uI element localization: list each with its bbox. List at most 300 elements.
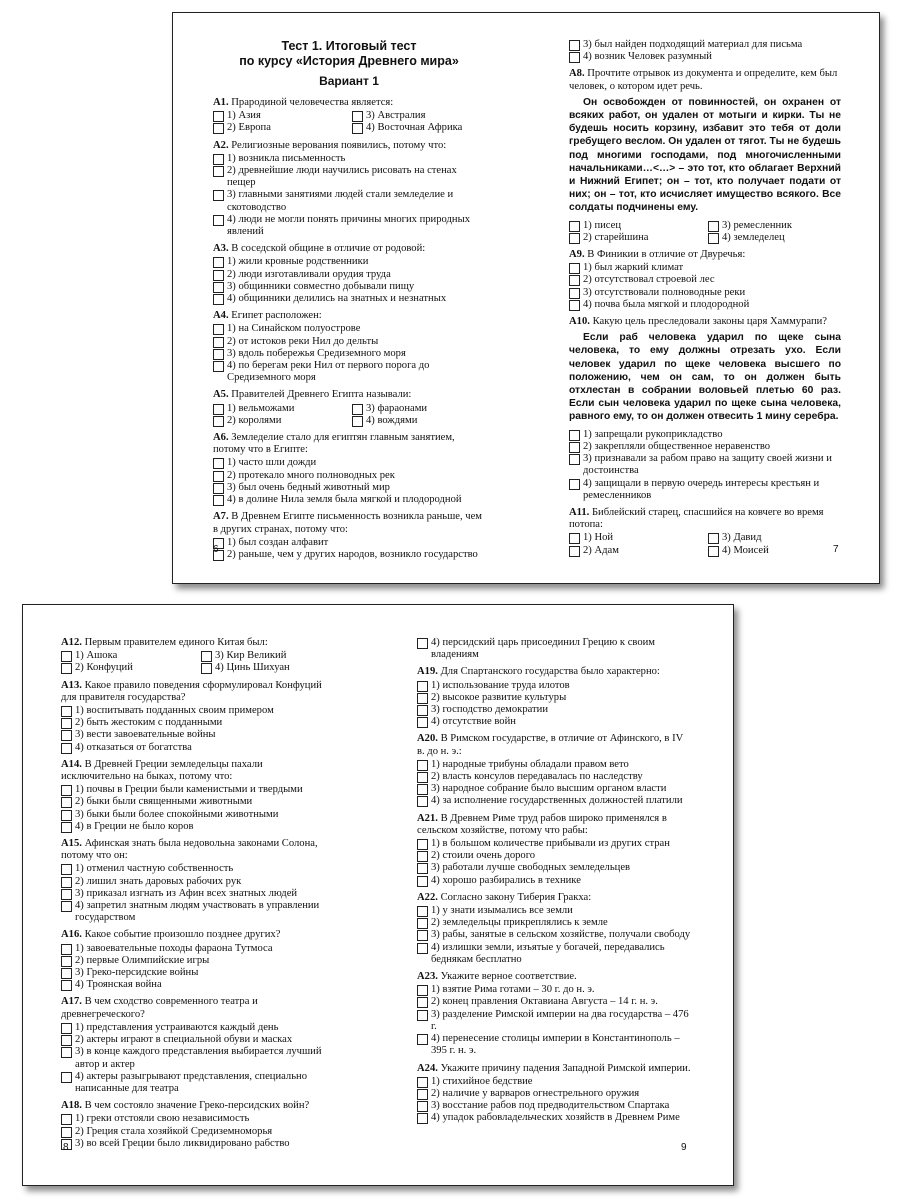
answer-option-text: 1) почвы в Греции были каменистыми и твердыми xyxy=(75,784,303,796)
question-number: А16. xyxy=(61,929,82,941)
answer-options xyxy=(569,262,841,311)
answer-checkbox[interactable] xyxy=(417,985,428,996)
answer-checkbox[interactable] xyxy=(417,1034,428,1045)
answer-options xyxy=(569,429,841,502)
answer-option[interactable] xyxy=(569,287,841,299)
answer-option-text: 2) протекало много полноводных рек xyxy=(227,469,395,481)
answer-option-text: 3) отсутствовали полноводные реки xyxy=(583,286,746,298)
answer-checkbox[interactable] xyxy=(213,324,224,335)
question-text: В Древней Греции земледельцы пахали исключительно на быках, потому что: xyxy=(61,758,263,783)
answer-option[interactable] xyxy=(61,955,335,967)
answer-option-text: 3) господство демократии xyxy=(431,704,549,716)
question-number: А1. xyxy=(213,97,229,108)
answer-option[interactable] xyxy=(417,875,693,887)
answer-option-text: 1) стихийное бедствие xyxy=(431,1075,533,1087)
answer-option-text: 2) стоили очень дорого xyxy=(431,850,536,862)
answer-checkbox[interactable] xyxy=(61,718,72,729)
answer-checkbox[interactable] xyxy=(569,546,580,557)
answer-option[interactable] xyxy=(417,759,693,771)
question-text: Прародиной человечества является: xyxy=(231,97,394,108)
answer-option-text: 2) высокое развитие культуры xyxy=(431,691,567,703)
answer-option[interactable] xyxy=(213,122,346,134)
answer-option[interactable] xyxy=(213,214,485,238)
question-a17 xyxy=(61,996,335,1095)
answer-checkbox[interactable] xyxy=(213,404,224,415)
answer-checkbox[interactable] xyxy=(417,693,428,704)
answer-option[interactable] xyxy=(417,862,693,874)
question-a24 xyxy=(417,1063,693,1125)
answer-option-text: 2) от истоков реки Нил до дельты xyxy=(227,335,379,347)
answer-option-text: 3) восстание рабов под предводительством Спартака xyxy=(431,1100,670,1112)
answer-option[interactable] xyxy=(569,220,702,232)
question-text: Какое событие произошло позднее других? xyxy=(84,929,281,941)
answer-option[interactable] xyxy=(417,692,693,704)
answer-option[interactable] xyxy=(417,637,693,661)
answer-checkbox[interactable] xyxy=(61,889,72,900)
answer-checkbox[interactable] xyxy=(213,294,224,305)
answer-checkbox[interactable] xyxy=(213,349,224,360)
answer-checkbox[interactable] xyxy=(213,471,224,482)
answer-option[interactable] xyxy=(417,996,693,1008)
answer-option-text: 3) в конце каждого представления выбирается лучший автор и актер xyxy=(75,1046,322,1070)
answer-checkbox[interactable] xyxy=(417,930,428,941)
answer-option[interactable] xyxy=(61,784,335,796)
answer-option[interactable] xyxy=(61,863,335,875)
answer-option[interactable] xyxy=(417,1033,693,1057)
answer-option[interactable] xyxy=(61,717,335,729)
question-number: А5. xyxy=(213,389,229,401)
answer-checkbox[interactable] xyxy=(417,796,428,807)
answer-option-text: 1) был жаркий климат xyxy=(583,262,684,274)
answer-checkbox[interactable] xyxy=(352,404,363,415)
answer-checkbox[interactable] xyxy=(61,1114,72,1125)
answer-checkbox[interactable] xyxy=(417,943,428,954)
answer-checkbox[interactable] xyxy=(352,111,363,122)
answer-option[interactable] xyxy=(61,1034,335,1046)
answer-checkbox[interactable] xyxy=(417,1101,428,1112)
answer-option-text: 3) был найден подходящий материал для письма xyxy=(583,39,803,50)
answer-option[interactable] xyxy=(213,336,485,348)
answer-options xyxy=(61,705,335,754)
answer-option-text: 2) старейшина xyxy=(583,231,649,243)
answer-option-text: 4) почва была мягкой и плодородной xyxy=(583,298,750,310)
answer-option[interactable] xyxy=(213,470,485,482)
answer-option[interactable] xyxy=(569,274,841,286)
test-title xyxy=(213,39,485,89)
question-a20 xyxy=(417,733,693,807)
answer-option[interactable] xyxy=(352,122,485,134)
answer-checkbox[interactable] xyxy=(61,651,72,662)
question-text: Для Спартанского государства было характерно: xyxy=(440,666,660,678)
question-text: В чем сходство современного театра и древнегреческого? xyxy=(61,996,258,1020)
answer-option[interactable] xyxy=(213,415,346,427)
answer-checkbox[interactable] xyxy=(417,839,428,850)
answer-option-text: 4) Троянская война xyxy=(75,979,162,991)
answer-checkbox[interactable] xyxy=(61,743,72,754)
answer-option[interactable] xyxy=(61,1126,335,1138)
answer-option[interactable] xyxy=(213,537,485,549)
answer-checkbox[interactable] xyxy=(213,361,224,372)
answer-option[interactable] xyxy=(213,360,485,384)
answer-option[interactable] xyxy=(417,716,693,728)
answer-option[interactable] xyxy=(569,232,702,244)
answer-option[interactable] xyxy=(569,532,702,544)
page-number-7: 7 xyxy=(833,544,839,555)
answer-checkbox[interactable] xyxy=(61,864,72,875)
answer-option-text: 4) персидский царь присоединил Грецию к своим владениям xyxy=(431,637,655,661)
answer-option[interactable] xyxy=(352,403,485,415)
answer-checkbox[interactable] xyxy=(61,1035,72,1046)
answer-option[interactable] xyxy=(61,821,335,833)
page-7-continued-options xyxy=(569,39,841,63)
answer-checkbox[interactable] xyxy=(569,430,580,441)
question-a5 xyxy=(213,389,485,427)
answer-options xyxy=(417,838,693,887)
answer-checkbox[interactable] xyxy=(61,968,72,979)
answer-option[interactable] xyxy=(213,165,485,189)
answer-option[interactable] xyxy=(213,110,346,122)
answer-option[interactable] xyxy=(569,478,841,502)
answer-checkbox[interactable] xyxy=(569,454,580,465)
answer-checkbox[interactable] xyxy=(61,797,72,808)
answer-option[interactable] xyxy=(708,232,841,244)
answer-option[interactable] xyxy=(61,705,335,717)
answer-option-text: 2) конец правления Октавиана Августа – 14 г. н. э. xyxy=(431,996,658,1008)
answer-option[interactable] xyxy=(213,323,485,335)
answer-option[interactable] xyxy=(61,1138,335,1150)
answer-option-text: 3) признавали за рабом право на защиту своей жизни и достоинства xyxy=(583,453,832,477)
answer-checkbox[interactable] xyxy=(417,784,428,795)
answer-option-text: 1) завоевательные походы фараона Тутмоса xyxy=(75,942,273,954)
answer-checkbox[interactable] xyxy=(708,221,719,232)
answer-option[interactable] xyxy=(417,771,693,783)
answer-checkbox[interactable] xyxy=(213,257,224,268)
answer-option-text: 4) по берегам реки Нил от первого порога до Средиземного моря xyxy=(227,360,430,384)
answer-option[interactable] xyxy=(417,984,693,996)
question-text: Прочтите отрывок из документа и определите, кем был человек, о котором идет речь. xyxy=(569,68,838,92)
answer-option[interactable] xyxy=(417,942,693,966)
answer-checkbox[interactable] xyxy=(569,300,580,311)
answer-checkbox[interactable] xyxy=(213,282,224,293)
answer-option[interactable] xyxy=(61,809,335,821)
answer-option[interactable] xyxy=(708,532,841,544)
answer-option[interactable] xyxy=(61,1022,335,1034)
answer-checkbox[interactable] xyxy=(417,918,428,929)
answer-checkbox[interactable] xyxy=(213,190,224,201)
answer-option-text: 4) возник Человек разумный xyxy=(583,51,712,63)
answer-checkbox[interactable] xyxy=(61,956,72,967)
answer-checkbox[interactable] xyxy=(569,52,580,63)
answer-option[interactable] xyxy=(417,1112,693,1124)
answer-option[interactable] xyxy=(61,900,335,924)
answer-option[interactable] xyxy=(61,1046,335,1070)
answer-option-text: 2) раньше, чем у других народов, возникло государство xyxy=(227,548,478,560)
answer-option-text: 1) использование труда илотов xyxy=(431,679,570,691)
answer-checkbox[interactable] xyxy=(61,980,72,991)
question-number: А23. xyxy=(417,971,438,983)
answer-option[interactable] xyxy=(569,545,702,557)
answer-checkbox[interactable] xyxy=(213,166,224,177)
answer-checkbox[interactable] xyxy=(417,772,428,783)
answer-option[interactable] xyxy=(417,850,693,862)
answer-option-text: 2) быть жестоким с подданными xyxy=(75,717,223,729)
question-number: А9. xyxy=(569,249,585,261)
answer-option-text: 3) Кир Великий xyxy=(215,650,287,662)
answer-options xyxy=(213,457,485,506)
answer-checkbox[interactable] xyxy=(201,663,212,674)
answer-option[interactable] xyxy=(61,1113,335,1125)
answer-options xyxy=(213,403,485,427)
page-8-column xyxy=(61,637,335,1155)
answer-checkbox[interactable] xyxy=(61,1127,72,1138)
answer-checkbox[interactable] xyxy=(417,1113,428,1124)
answer-checkbox[interactable] xyxy=(61,730,72,741)
question-number: А6. xyxy=(213,432,229,444)
answer-checkbox[interactable] xyxy=(569,263,580,274)
answer-option[interactable] xyxy=(569,441,841,453)
answer-option[interactable] xyxy=(213,256,485,268)
answer-checkbox[interactable] xyxy=(61,1047,72,1058)
answer-checkbox[interactable] xyxy=(708,233,719,244)
answer-checkbox[interactable] xyxy=(417,1010,428,1021)
page-6-questions xyxy=(213,97,485,561)
answer-option[interactable] xyxy=(569,453,841,477)
answer-checkbox[interactable] xyxy=(213,111,224,122)
answer-option-text: 4) запретил знатным людям участвовать в управлении государством xyxy=(75,900,320,924)
answer-option[interactable] xyxy=(213,457,485,469)
answer-checkbox[interactable] xyxy=(213,270,224,281)
answer-option-text: 3) Греко-персидские войны xyxy=(75,967,199,979)
answer-option[interactable] xyxy=(569,429,841,441)
answer-checkbox[interactable] xyxy=(213,483,224,494)
question-a14 xyxy=(61,759,335,833)
question-number: А20. xyxy=(417,733,438,745)
answer-option[interactable] xyxy=(213,549,485,561)
answer-option[interactable] xyxy=(213,281,485,293)
answer-option[interactable] xyxy=(61,967,335,979)
answer-option[interactable] xyxy=(213,189,485,213)
answer-checkbox[interactable] xyxy=(417,717,428,728)
answer-option-text: 2) актеры играют в специальной обуви и масках xyxy=(75,1034,293,1046)
answer-option-text: 1) жили кровные родственники xyxy=(227,256,369,268)
question-number: А11. xyxy=(569,506,590,518)
answer-checkbox[interactable] xyxy=(417,1089,428,1100)
answer-option[interactable] xyxy=(417,1076,693,1088)
answer-option-text: 3) фараонами xyxy=(366,402,428,414)
answer-option[interactable] xyxy=(213,293,485,305)
question-text: Земледелие стало для египтян главным занятием, потому что в Египте: xyxy=(213,432,455,456)
answer-checkbox[interactable] xyxy=(61,1023,72,1034)
answer-options xyxy=(61,943,335,992)
page-number-9: 9 xyxy=(681,1142,687,1153)
answer-option[interactable] xyxy=(201,650,335,662)
question-text: В соседской общине в отличие от родовой: xyxy=(231,243,426,255)
answer-option[interactable] xyxy=(61,979,335,991)
answer-option-text: 1) Ной xyxy=(583,532,614,544)
answer-checkbox[interactable] xyxy=(417,705,428,716)
question-number: А14. xyxy=(61,758,82,770)
question-number: А13. xyxy=(61,679,82,691)
answer-options xyxy=(417,680,693,729)
answer-checkbox[interactable] xyxy=(417,760,428,771)
answer-checkbox[interactable] xyxy=(61,877,72,888)
page-9-questions xyxy=(417,666,693,1124)
question-a11 xyxy=(569,507,841,557)
answer-checkbox[interactable] xyxy=(61,663,72,674)
answer-checkbox[interactable] xyxy=(569,275,580,286)
answer-checkbox[interactable] xyxy=(61,706,72,717)
answer-options xyxy=(61,863,335,924)
answer-checkbox[interactable] xyxy=(417,638,428,649)
answer-checkbox[interactable] xyxy=(213,337,224,348)
answer-option[interactable] xyxy=(417,795,693,807)
answer-option[interactable] xyxy=(569,299,841,311)
answer-checkbox[interactable] xyxy=(569,288,580,299)
answer-option-text: 3) ремесленник xyxy=(722,219,792,231)
answer-option[interactable] xyxy=(213,153,485,165)
answer-option[interactable] xyxy=(213,348,485,360)
answer-option[interactable] xyxy=(352,415,485,427)
question-a18 xyxy=(61,1100,335,1150)
answer-checkbox[interactable] xyxy=(61,944,72,955)
answer-checkbox[interactable] xyxy=(417,681,428,692)
answer-option-text: 3) работали лучше свободных земледельцев xyxy=(431,862,631,874)
answer-option[interactable] xyxy=(61,876,335,888)
answer-options xyxy=(61,784,335,833)
answer-option[interactable] xyxy=(213,403,346,415)
answer-checkbox[interactable] xyxy=(708,546,719,557)
answer-options xyxy=(569,532,841,556)
answer-option[interactable] xyxy=(352,110,485,122)
answer-checkbox[interactable] xyxy=(213,416,224,427)
answer-checkbox[interactable] xyxy=(213,154,224,165)
answer-checkbox[interactable] xyxy=(213,495,224,506)
answer-option[interactable] xyxy=(417,783,693,795)
answer-checkbox[interactable] xyxy=(417,906,428,917)
answer-checkbox[interactable] xyxy=(569,479,580,490)
answer-checkbox[interactable] xyxy=(61,1072,72,1083)
answer-option[interactable] xyxy=(708,545,841,557)
answer-checkbox[interactable] xyxy=(61,785,72,796)
answer-option-text: 2) люди изготавливали орудия труда xyxy=(227,268,391,280)
page-number-8: 8 xyxy=(63,1142,69,1153)
answer-checkbox[interactable] xyxy=(569,442,580,453)
question-a9 xyxy=(569,249,841,311)
answer-option-text: 2) наличие у варваров огнестрельного оружия xyxy=(431,1087,640,1099)
answer-option-text: 2) древнейшие люди научились рисовать на стенах пещер xyxy=(227,165,457,189)
answer-checkbox[interactable] xyxy=(417,863,428,874)
answer-option[interactable] xyxy=(201,662,335,674)
answer-options xyxy=(569,220,841,244)
answer-option[interactable] xyxy=(61,943,335,955)
answer-checkbox[interactable] xyxy=(61,822,72,833)
answer-option-text: 1) писец xyxy=(583,219,622,231)
answer-option[interactable] xyxy=(213,269,485,281)
answer-option-text: 1) был создан алфавит xyxy=(227,536,329,548)
answer-option[interactable] xyxy=(569,39,841,51)
answer-option[interactable] xyxy=(569,51,841,63)
answer-option-text: 3) Австралия xyxy=(366,110,426,122)
answer-checkbox[interactable] xyxy=(569,533,580,544)
answer-option-text: 4) перенесение столицы империи в Константинополь – 395 г. н. э. xyxy=(431,1033,680,1057)
answer-checkbox[interactable] xyxy=(569,40,580,51)
question-a2 xyxy=(213,140,485,239)
answer-option[interactable] xyxy=(417,905,693,917)
answer-option[interactable] xyxy=(213,494,485,506)
answer-checkbox[interactable] xyxy=(213,215,224,226)
answer-checkbox[interactable] xyxy=(708,533,719,544)
question-number: А15. xyxy=(61,838,82,850)
answer-option[interactable] xyxy=(61,888,335,900)
question-a12 xyxy=(61,637,335,675)
answer-option[interactable] xyxy=(61,729,335,741)
answer-option[interactable] xyxy=(569,262,841,274)
question-a19 xyxy=(417,666,693,728)
answer-checkbox[interactable] xyxy=(201,651,212,662)
answer-checkbox[interactable] xyxy=(213,123,224,134)
answer-option[interactable] xyxy=(708,220,841,232)
answer-options xyxy=(61,650,335,674)
answer-option[interactable] xyxy=(417,929,693,941)
answer-option-text: 4) отказаться от богатства xyxy=(75,741,192,753)
question-a8 xyxy=(569,68,841,244)
answer-option-text: 1) Азия xyxy=(227,110,261,122)
question-a10 xyxy=(569,316,841,502)
answer-checkbox[interactable] xyxy=(417,851,428,862)
answer-checkbox[interactable] xyxy=(417,997,428,1008)
answer-checkbox[interactable] xyxy=(61,901,72,912)
answer-option-text: 4) люди не могли понять причины многих природных явлений xyxy=(227,213,470,238)
answer-option[interactable] xyxy=(61,650,195,662)
answer-checkbox[interactable] xyxy=(352,416,363,427)
question-number: А22. xyxy=(417,891,438,903)
answer-option-text: 3) общинники совместно добывали пищу xyxy=(227,280,415,292)
answer-option[interactable] xyxy=(417,1088,693,1100)
answer-option[interactable] xyxy=(417,680,693,692)
answer-option[interactable] xyxy=(61,1071,335,1095)
answer-checkbox[interactable] xyxy=(569,221,580,232)
question-text: Афинская знать была недовольна законами Солона, потому что он: xyxy=(61,838,318,862)
question-a16 xyxy=(61,929,335,991)
answer-checkbox[interactable] xyxy=(417,876,428,887)
answer-option[interactable] xyxy=(213,482,485,494)
question-number: А18. xyxy=(61,1100,82,1112)
answer-option-text: 4) Моисей xyxy=(722,544,769,556)
answer-option-text: 3) разделение Римской империи на два государства – 476 г. xyxy=(431,1008,689,1032)
answer-option[interactable] xyxy=(417,1009,693,1033)
answer-option[interactable] xyxy=(61,742,335,754)
question-text: Первым правителем единого Китая был: xyxy=(84,637,268,648)
test-title-line1: Тест 1. Итоговый тест xyxy=(281,39,417,53)
answer-option[interactable] xyxy=(417,838,693,850)
answer-checkbox[interactable] xyxy=(61,810,72,821)
answer-checkbox[interactable] xyxy=(569,233,580,244)
answer-option[interactable] xyxy=(61,662,195,674)
answer-option-text: 2) закрепляли общественное неравенство xyxy=(583,440,771,452)
question-number: А19. xyxy=(417,666,438,678)
answer-checkbox[interactable] xyxy=(352,123,363,134)
question-a3 xyxy=(213,243,485,305)
answer-checkbox[interactable] xyxy=(213,458,224,469)
answer-option[interactable] xyxy=(417,1100,693,1112)
question-text: Согласно закону Тиберия Гракха: xyxy=(440,891,592,903)
answer-option[interactable] xyxy=(417,917,693,929)
spread-pages-6-7 xyxy=(172,12,880,584)
answer-checkbox[interactable] xyxy=(417,1077,428,1088)
answer-option[interactable] xyxy=(61,796,335,808)
answer-option[interactable] xyxy=(417,704,693,716)
answer-option-text: 1) взятие Рима готами – 30 г. до н. э. xyxy=(431,984,595,996)
